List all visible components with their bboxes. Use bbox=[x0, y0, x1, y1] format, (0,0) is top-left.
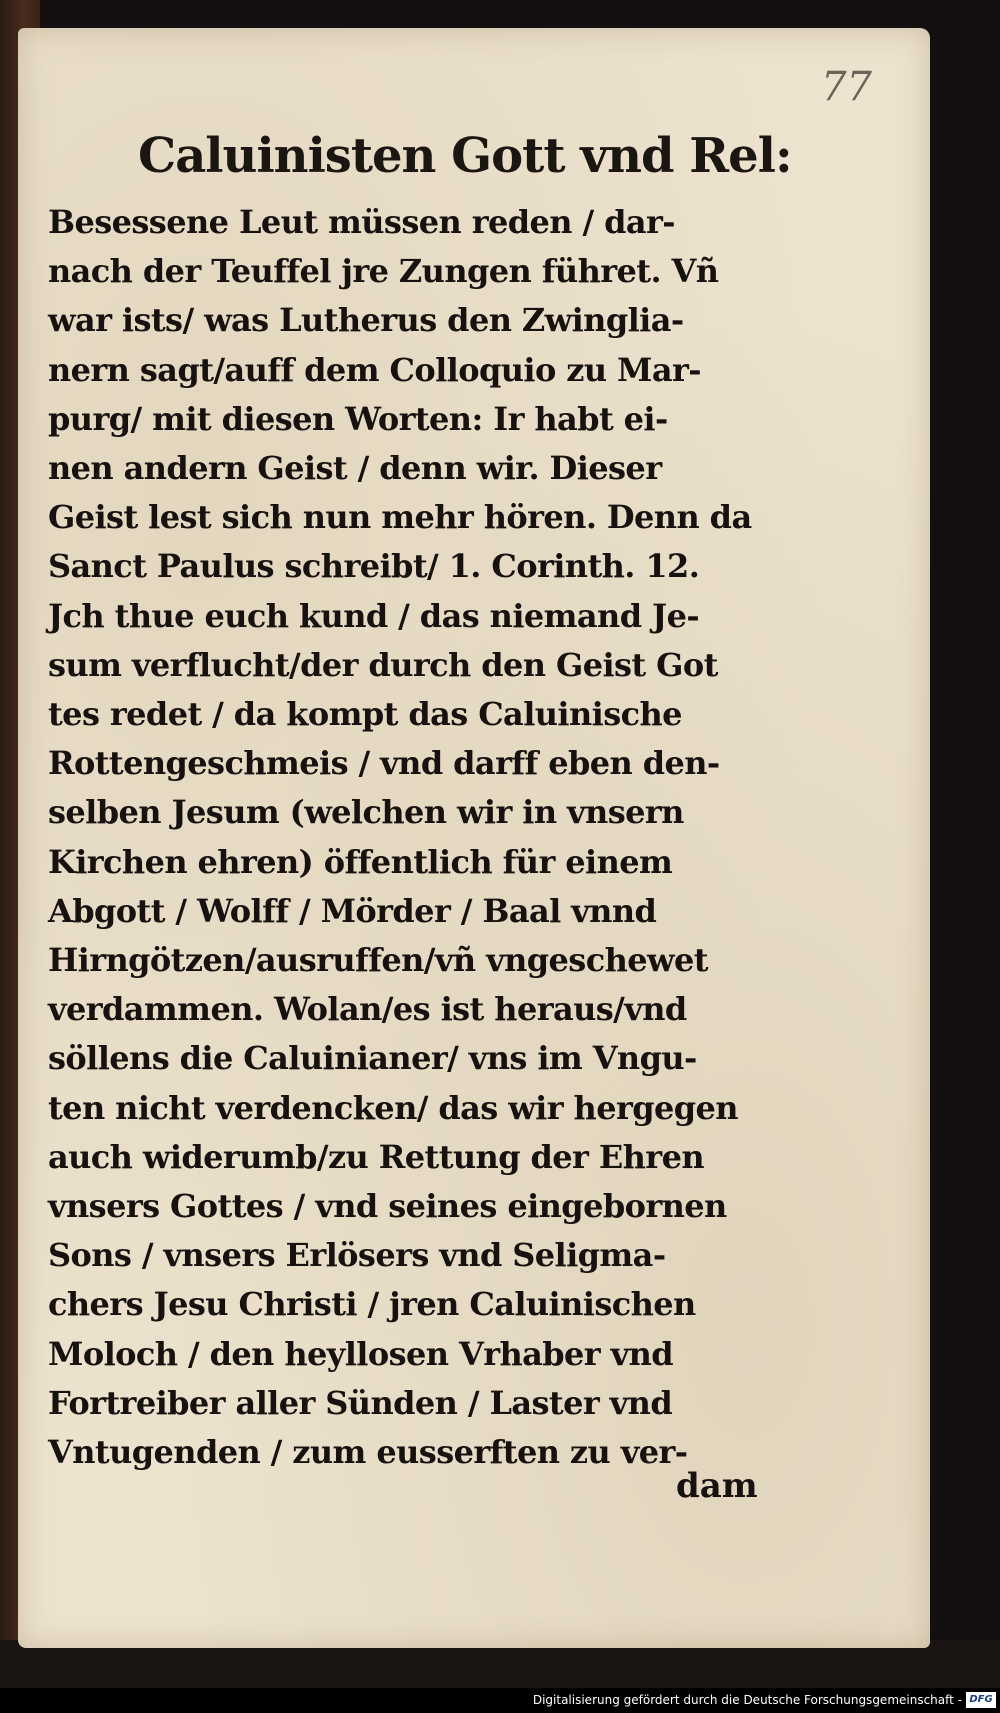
text-line: vnsers Gottes / vnd seines eingebornen bbox=[48, 1187, 727, 1226]
text-line: purg/ mit diesen Worten: Ir habt ei- bbox=[48, 399, 668, 438]
text-line: Vntugenden / zum eusserften zu ver- bbox=[48, 1433, 688, 1472]
text-line: Geist lest sich nun mehr hören. Denn da bbox=[48, 498, 752, 537]
text-line: selben Jesum (welchen wir in vnsern bbox=[48, 793, 684, 832]
text-line: Rottengeschmeis / vnd darff eben den- bbox=[48, 744, 720, 783]
funding-notice: Digitalisierung gefördert durch die Deutsche Forschungsgemeinschaft - bbox=[532, 1693, 962, 1707]
text-line: Moloch / den heyllosen Vrhaber vnd bbox=[48, 1334, 674, 1373]
text-line: chers Jesu Christi / jren Caluinischen bbox=[48, 1285, 696, 1324]
text-line: sum verflucht/der durch den Geist Got bbox=[48, 645, 718, 684]
text-line: auch widerumb/zu Rettung der Ehren bbox=[48, 1137, 704, 1176]
text-line: Kirchen ehren) öffentlich für einem bbox=[48, 842, 673, 881]
text-line: tes redet / da kompt das Caluinische bbox=[48, 695, 682, 734]
footer-bar bbox=[0, 1688, 1000, 1713]
text-line: Abgott / Wolff / Mörder / Baal vnnd bbox=[48, 891, 657, 930]
text-line: nach der Teuffel jre Zungen führet. Vñ bbox=[48, 252, 719, 291]
book-page bbox=[18, 28, 930, 1648]
text-line: Jch thue euch kund / das niemand Je- bbox=[48, 596, 700, 635]
text-line: Besessene Leut müssen reden / dar- bbox=[48, 203, 675, 241]
text-line: söllens die Caluinianer/ vns im Vngu- bbox=[48, 1039, 697, 1078]
text-line: Sons / vnsers Erlösers vnd Seligma- bbox=[48, 1236, 666, 1275]
text-line: Sanct Paulus schreibt/ 1. Corinth. 12. bbox=[48, 547, 700, 586]
running-head: Caluinisten Gott vnd Rel: bbox=[138, 128, 792, 184]
text-line: nen andern Geist / denn wir. Dieser bbox=[48, 449, 662, 488]
catchword: dam bbox=[676, 1466, 758, 1506]
text-line: Fortreiber aller Sünden / Laster vnd bbox=[48, 1383, 673, 1422]
page-number: 77 bbox=[821, 64, 872, 110]
dfg-logo-icon: DFG bbox=[966, 1692, 996, 1708]
text-line: verdammen. Wolan/es ist heraus/vnd bbox=[48, 990, 687, 1029]
text-line: nern sagt/auff dem Colloquio zu Mar- bbox=[48, 350, 701, 389]
text-line: war ists/ was Lutherus den Zwinglia- bbox=[48, 301, 684, 340]
text-line: ten nicht verdencken/ das wir hergegen bbox=[48, 1088, 738, 1127]
text-line: Hirngötzen/ausruffen/vñ vngeschewet bbox=[48, 941, 708, 980]
body-text bbox=[48, 198, 808, 1477]
